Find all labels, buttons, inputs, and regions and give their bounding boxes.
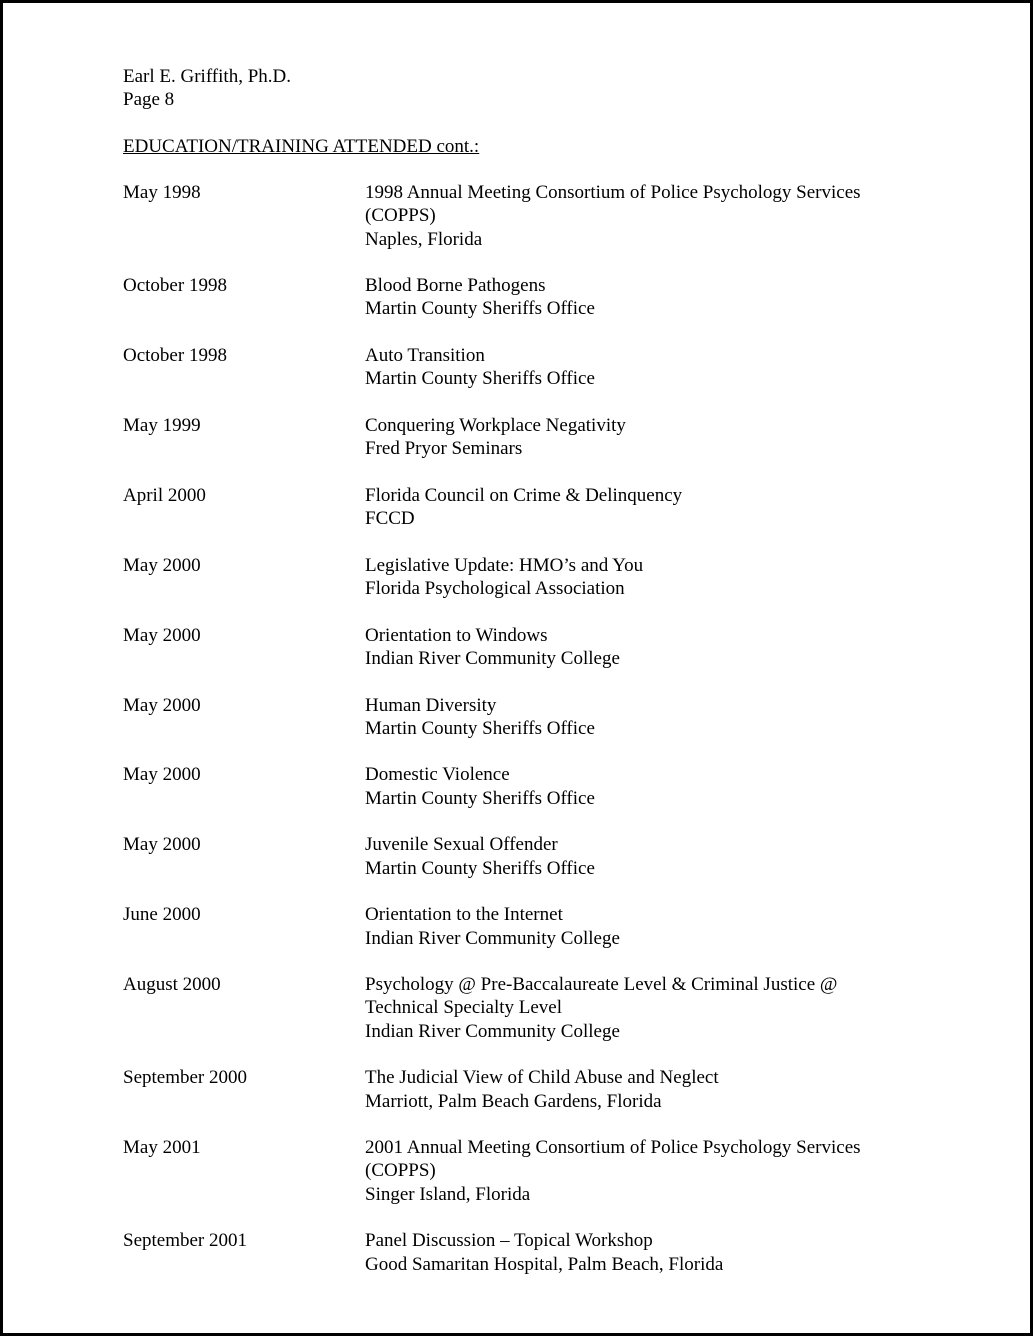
entry-location: Good Samaritan Hospital, Palm Beach, Florida [365,1253,724,1275]
entry-title-line: The Judicial View of Child Abuse and Neglect [365,1067,719,1089]
entry-description [365,903,923,950]
entry-date: May 2001 [123,1137,201,1159]
training-entry [123,1066,923,1113]
entry-title-line: 2001 Annual Meeting Consortium of Police Psychology Services [365,1137,861,1159]
entry-title-line: Blood Borne Pathogens [365,275,546,297]
entry-location: Singer Island, Florida [365,1183,531,1205]
entry-description [365,763,923,810]
entry-description [365,344,923,391]
training-entry [123,903,923,950]
training-entry [123,181,923,251]
training-entry [123,1229,923,1276]
entry-description [365,554,923,601]
training-entry [123,763,923,810]
training-entry [123,1136,923,1206]
entry-location: FCCD [365,508,415,530]
entry-description [365,274,923,321]
entry-description [365,973,923,1043]
entry-title-line: Psychology @ Pre-Baccalaureate Level & Criminal Justice @ [365,974,838,996]
page-number: Page 8 [123,89,175,111]
entry-description [365,624,923,671]
entry-location: Naples, Florida [365,228,483,250]
entry-date: September 2001 [123,1230,248,1252]
entry-location: Indian River Community College [365,1020,620,1042]
entry-location: Martin County Sheriffs Office [365,717,595,739]
training-entry [123,554,923,601]
entry-date: May 2000 [123,764,201,786]
entry-title-line: Orientation to Windows [365,624,548,646]
entry-location: Martin County Sheriffs Office [365,787,595,809]
entry-date: June 2000 [123,904,201,926]
entry-title-line: Florida Council on Crime & Delinquency [365,484,683,506]
training-entry [123,344,923,391]
entry-location: Martin County Sheriffs Office [365,298,595,320]
entry-date: May 2000 [123,694,201,716]
entry-title-line: Juvenile Sexual Offender [365,834,558,856]
entry-description [365,414,923,461]
entry-title-line: Auto Transition [365,345,485,367]
training-entry [123,484,923,531]
training-entry [123,414,923,461]
author-name: Earl E. Griffith, Ph.D. [123,66,291,87]
training-entry [123,274,923,321]
training-entry [123,973,923,1043]
training-entry [123,833,923,880]
entry-description [365,484,923,531]
entry-title-line: (COPPS) [365,205,436,227]
entry-date: April 2000 [123,484,206,506]
entry-description [365,1136,923,1206]
entry-date: May 1999 [123,414,201,436]
entry-location: Fred Pryor Seminars [365,438,523,460]
training-entry [123,694,923,741]
entry-description [365,1066,923,1113]
entry-date: August 2000 [123,974,221,996]
entry-description [365,1229,923,1276]
section-title: EDUCATION/TRAINING ATTENDED cont.: [123,136,480,157]
entry-date: May 2000 [123,834,201,856]
entry-title-line: (COPPS) [365,1160,436,1182]
entry-location: Indian River Community College [365,647,620,669]
entry-title-line: Orientation to the Internet [365,904,563,926]
entry-title-line: Panel Discussion – Topical Workshop [365,1230,653,1252]
entry-location: Martin County Sheriffs Office [365,368,595,390]
entry-title-line: Conquering Workplace Negativity [365,414,626,436]
training-entry [123,624,923,671]
entry-description [365,181,923,251]
entry-description [365,694,923,741]
entry-title-line: Human Diversity [365,694,497,716]
entry-title-line: Legislative Update: HMO’s and You [365,554,644,576]
entry-location: Martin County Sheriffs Office [365,857,595,879]
entry-date: September 2000 [123,1067,248,1089]
page-header [123,65,291,112]
entry-title-line: Technical Specialty Level [365,997,563,1019]
entry-date: October 1998 [123,275,227,297]
entry-description [365,833,923,880]
entry-title-line: Domestic Violence [365,764,510,786]
entry-location: Florida Psychological Association [365,578,625,600]
entry-location: Indian River Community College [365,927,620,949]
entry-date: October 1998 [123,345,227,367]
entry-date: May 2000 [123,554,201,576]
entry-date: May 2000 [123,624,201,646]
entry-date: May 1998 [123,182,201,203]
training-entries-list [123,181,923,1299]
entry-title-line: 1998 Annual Meeting Consortium of Police Psychology Services [365,182,861,203]
entry-location: Marriott, Palm Beach Gardens, Florida [365,1090,662,1112]
